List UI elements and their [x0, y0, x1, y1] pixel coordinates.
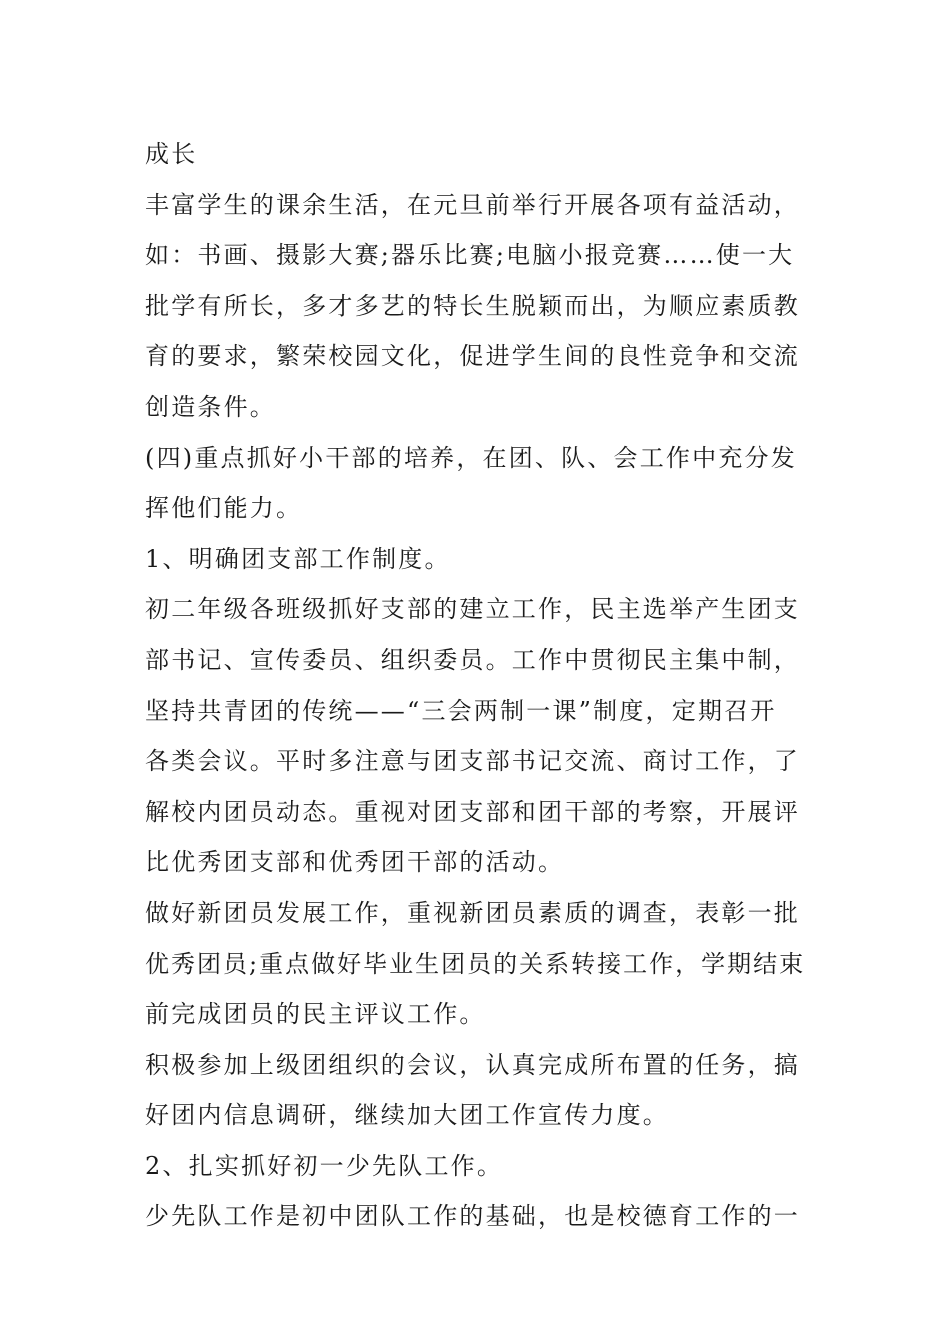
- text-line: 积极参加上级团组织的会议，认真完成所布置的任务，搞: [145, 1050, 800, 1079]
- text-line: 做好新团员发展工作，重视新团员素质的调查，表彰一批: [145, 898, 800, 927]
- text-line: 坚持共青团的传统——“三会两制一课”制度，定期召开: [145, 696, 777, 725]
- subsection-heading: 2、扎实抓好初一少先队工作。: [145, 1151, 504, 1180]
- text-line: 优秀团员;重点做好毕业生团员的关系转接工作，学期结束: [145, 949, 806, 978]
- text-line: 好团内信息调研，继续加大团工作宣传力度。: [145, 1101, 669, 1130]
- text-line: 少先队工作是初中团队工作的基础，也是校德育工作的一: [145, 1202, 800, 1231]
- document-body: [145, 129, 805, 1242]
- text-line: 如：书画、摄影大赛;器乐比赛;电脑小报竞赛……使一大: [145, 241, 795, 270]
- text-line: 前完成团员的民主评议工作。: [145, 1000, 486, 1029]
- text-line: 丰富学生的课余生活，在元旦前举行开展各项有益活动，: [145, 190, 800, 219]
- section-heading: 挥他们能力。: [145, 494, 303, 523]
- subsection-heading: 1、明确团支部工作制度。: [145, 544, 451, 573]
- text-line: 育的要求，繁荣校园文化，促进学生间的良性竞争和交流: [145, 342, 800, 371]
- text-line: 批学有所长，多才多艺的特长生脱颖而出，为顺应素质教: [145, 291, 800, 320]
- text-line: 初二年级各班级抓好支部的建立工作，民主选举产生团支: [145, 595, 800, 624]
- section-heading: (四)重点抓好小干部的培养，在团、队、会工作中充分发: [145, 443, 797, 472]
- text-line: 创造条件。: [145, 392, 276, 421]
- text-line: 各类会议。平时多注意与团支部书记交流、商讨工作，了: [145, 747, 800, 776]
- text-line: 解校内团员动态。重视对团支部和团干部的考察，开展评: [145, 797, 800, 826]
- text-line: 部书记、宣传委员、组织委员。工作中贯彻民主集中制，: [145, 645, 800, 674]
- text-line-continuation: 成长: [145, 140, 198, 168]
- text-line: 比优秀团支部和优秀团干部的活动。: [145, 848, 565, 877]
